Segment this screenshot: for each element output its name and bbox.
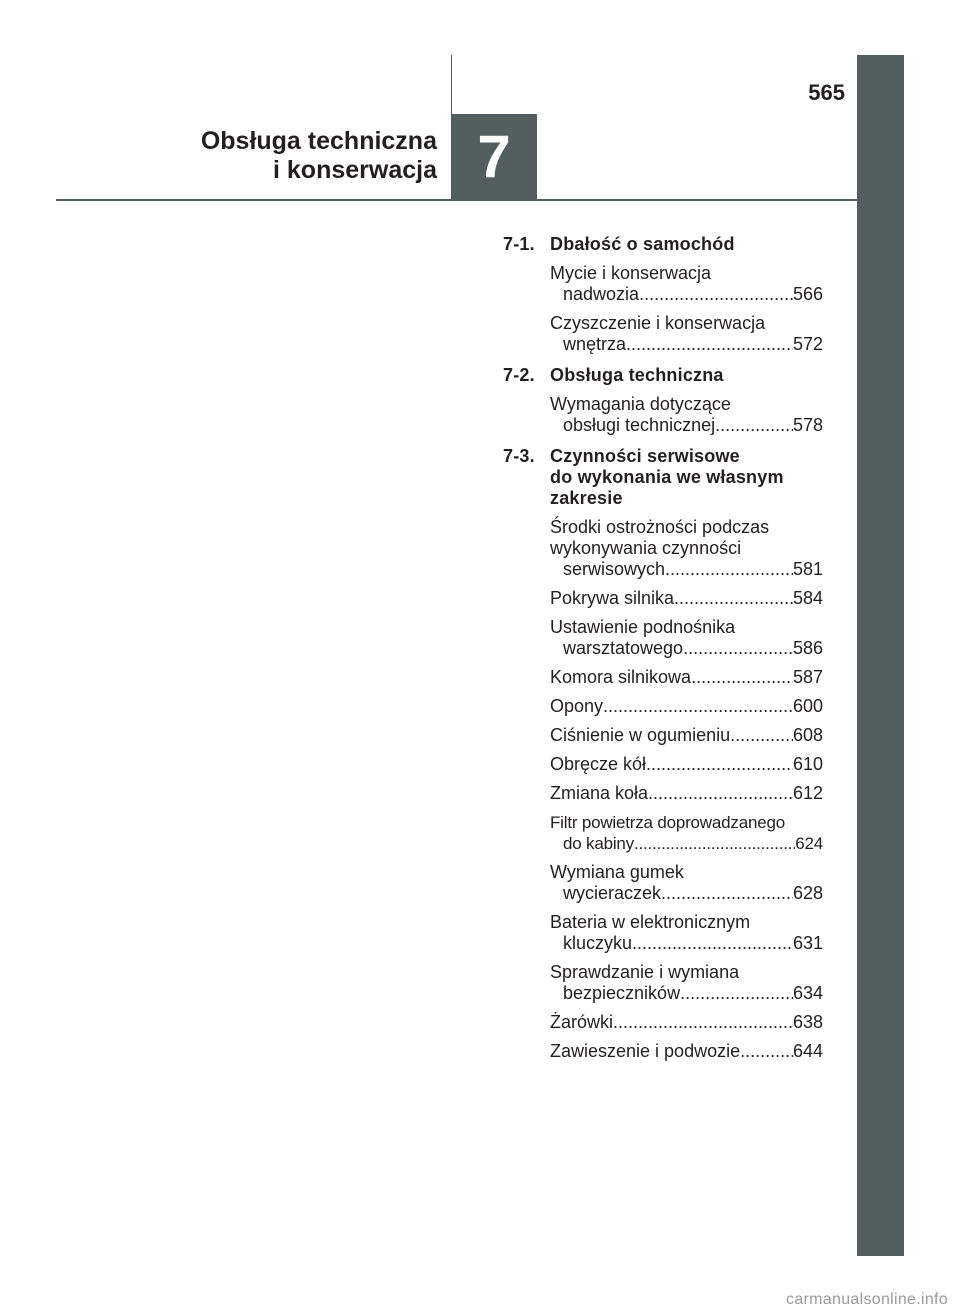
toc-entry[interactable] [550,588,823,609]
dot-leader [674,588,793,609]
chapter-title [201,127,437,185]
toc-entry[interactable] [550,1041,823,1062]
entry-title-line: Zmiana koła [550,783,649,803]
entry-title-line: serwisowych [563,559,666,579]
dot-leader [715,415,793,436]
entry-title-line: Wymagania dotyczące [550,394,731,414]
entry-last-line [550,833,823,854]
dot-leader [661,883,793,904]
section-number: 7-2. [503,365,535,385]
toc-entry[interactable] [550,1012,823,1033]
section-title-line: Czynności serwisowe [550,446,740,466]
dot-leader [634,833,795,854]
entry-title-line: wycieraczek [563,883,662,903]
toc-entry[interactable] [550,617,823,659]
entry-last-line [550,1012,823,1033]
entry-title-line: Opony [550,696,604,716]
entry-page-number: 587 [792,667,823,687]
page-number: 565 [808,80,845,105]
section-title-line: Dbałość o samochód [550,234,735,254]
entry-page-number: 600 [792,696,823,716]
section-heading [503,365,823,386]
dot-leader [646,754,793,775]
toc-entry[interactable] [550,725,823,746]
entry-title-line: wnętrza [563,334,627,354]
dot-leader [680,983,793,1004]
entry-title-line: Wymiana gumek [550,862,684,882]
table-of-contents [503,234,823,1072]
toc-entry[interactable] [550,912,823,954]
watermark: carmanualsonline.info [786,1291,948,1308]
entry-page-number: 572 [792,334,823,354]
toc-entry[interactable] [550,754,823,775]
toc-entry[interactable] [550,962,823,1004]
entry-title-line: wykonywania czynności [550,538,742,558]
entry-title-line: Ciśnienie w ogumieniu [550,725,731,745]
entry-last-line [550,725,823,746]
entry-title-line: do kabiny [563,834,634,853]
toc-entry[interactable] [550,313,823,355]
entry-title-line: Ustawienie podnośnika [550,617,736,637]
chapter-title-line: i konserwacja [273,156,437,184]
header-divider-vertical [451,55,452,115]
dot-leader [665,559,793,580]
section-title [550,446,823,509]
section-title [550,365,823,386]
entry-page-number: 608 [792,725,823,745]
entry-page-number: 584 [792,588,823,608]
toc-entry[interactable] [550,517,823,580]
entry-page-number: 638 [792,1012,823,1032]
chapter-number-box: 7 [451,114,537,200]
chapter-side-tab [857,55,904,1256]
entry-last-line [550,754,823,775]
entry-last-line [550,334,823,355]
entry-title-line: Obręcze kół [550,754,647,774]
entry-title-line: bezpieczników [563,983,681,1003]
entry-title-line: Filtr powietrza doprowadzanego [550,813,785,832]
entry-page-number: 644 [792,1041,823,1061]
entry-page-number: 634 [792,983,823,1003]
section-heading [503,446,823,509]
section-title [550,234,823,255]
entry-title-line: Komora silnikowa [550,667,692,687]
dot-leader [613,1012,793,1033]
section-heading [503,234,823,255]
toc-entry[interactable] [550,783,823,804]
toc-entry[interactable] [550,667,823,688]
section-number: 7-3. [503,446,535,466]
dot-leader [626,334,793,355]
entry-title-line: Zawieszenie i podwozie [550,1041,741,1061]
dot-leader [683,638,793,659]
entry-last-line [550,783,823,804]
entry-last-line [550,588,823,609]
entry-last-line [550,1041,823,1062]
chapter-title-line: Obsługa techniczna [200,127,437,155]
dot-leader [632,933,793,954]
toc-entry[interactable] [550,862,823,904]
entry-last-line [550,559,823,580]
toc-section [503,234,823,355]
toc-entry[interactable] [550,394,823,436]
entry-title-line: Mycie i konserwacja [550,263,712,283]
entry-title-line: Żarówki [550,1012,614,1032]
entry-page-number: 578 [792,415,823,435]
entry-page-number: 624 [795,834,823,853]
entry-page-number: 628 [792,883,823,903]
toc-section [503,446,823,1062]
entry-last-line [550,933,823,954]
entry-last-line [550,284,823,305]
section-number: 7-1. [503,234,535,254]
entry-last-line [550,638,823,659]
dot-leader [603,696,793,717]
dot-leader [648,783,793,804]
toc-entry[interactable] [550,263,823,305]
dot-leader [691,667,793,688]
entry-title-line: kluczyku [563,933,633,953]
entry-last-line [550,696,823,717]
section-title-line: Obsługa techniczna [550,365,724,385]
dot-leader [639,284,793,305]
entry-last-line [550,983,823,1004]
entry-last-line [550,415,823,436]
toc-section [503,365,823,436]
entry-title-line: warsztatowego [563,638,684,658]
entry-title-line: Czyszczenie i konserwacja [550,313,766,333]
section-title-line: do wykonania we własnym [550,467,784,487]
entry-title-line: obsługi technicznej [563,415,716,435]
entry-last-line [550,667,823,688]
entry-page-number: 566 [792,284,823,304]
entry-title-line: nadwozia [563,284,640,304]
entry-page-number: 586 [792,638,823,658]
entry-title-line: Bateria w elektronicznym [550,912,751,932]
dot-leader [740,1041,793,1062]
entry-title-line: Środki ostrożności podczas [550,517,770,537]
entry-page-number: 631 [792,933,823,953]
entry-page-number: 581 [792,559,823,579]
dot-leader [730,725,793,746]
entry-page-number: 610 [792,754,823,774]
entry-page-number: 612 [792,783,823,803]
section-title-line: zakresie [550,488,623,508]
entry-last-line [550,883,823,904]
entry-title-line: Sprawdzanie i wymiana [550,962,740,982]
toc-entry[interactable] [550,812,823,854]
toc-entry[interactable] [550,696,823,717]
entry-title-line: Pokrywa silnika [550,588,675,608]
